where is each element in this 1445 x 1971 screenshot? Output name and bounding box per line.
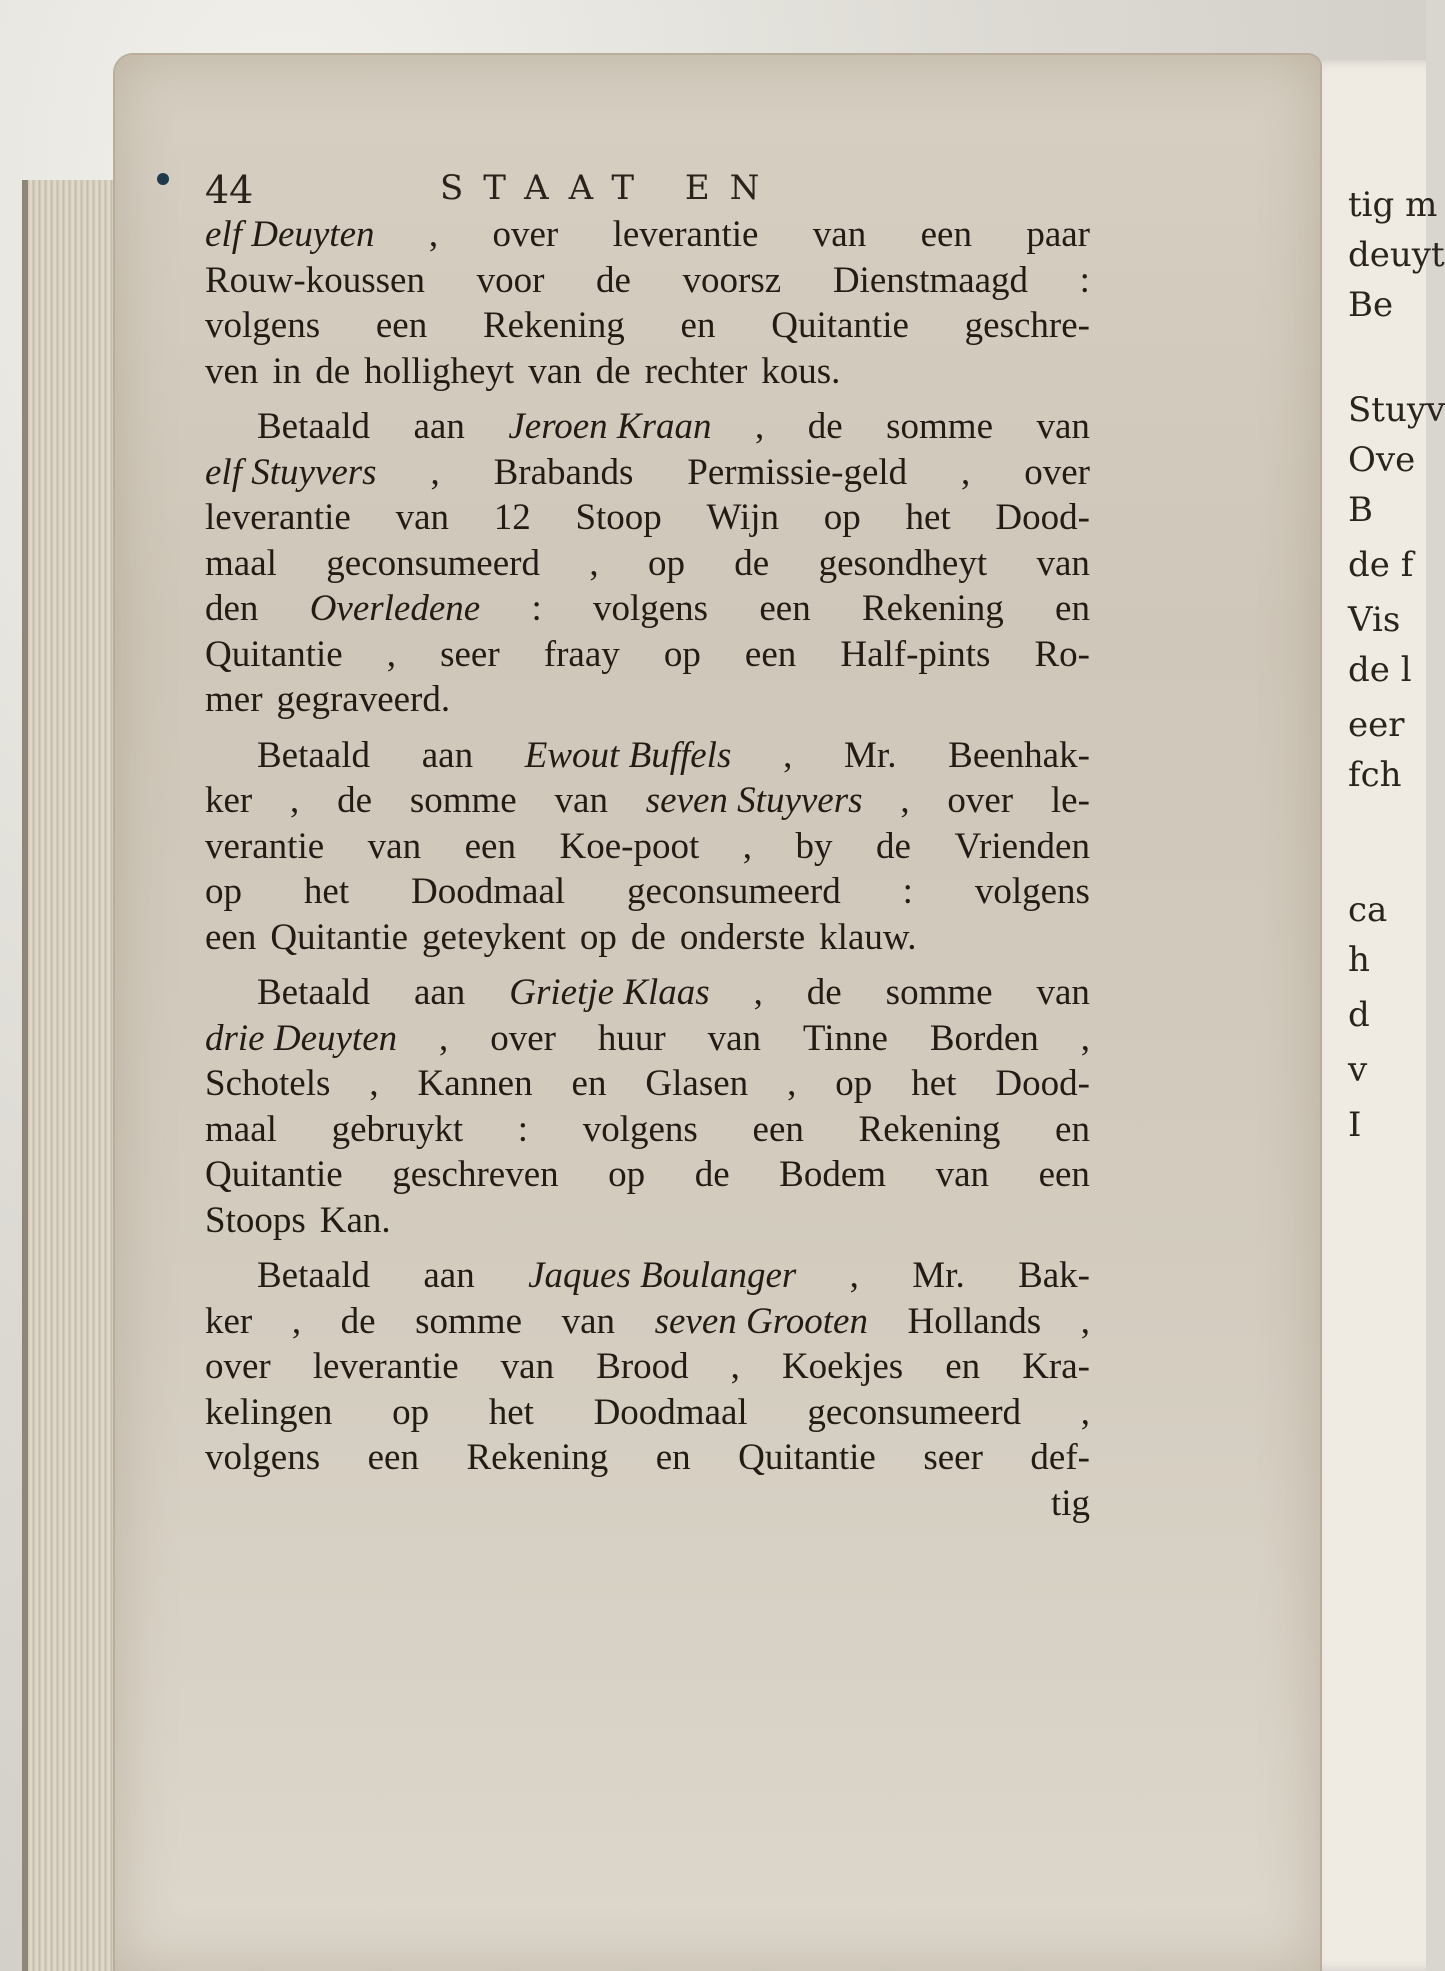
word: in	[272, 350, 302, 392]
italic-name: Grietje Klaas	[509, 972, 710, 1013]
word: gesondheyt	[818, 542, 988, 584]
text-line	[205, 1107, 1090, 1153]
text-line	[205, 824, 1090, 870]
word: volgens	[592, 588, 709, 629]
word: de	[806, 972, 842, 1013]
word: Betaald	[257, 972, 371, 1013]
facing-fragment: d	[1348, 995, 1370, 1035]
word: Borden	[929, 1017, 1039, 1059]
word: huur	[597, 1017, 666, 1059]
word: kous.	[761, 350, 841, 392]
page-text	[205, 212, 1090, 1526]
text-line	[205, 1253, 1090, 1299]
facing-fragment: de f	[1348, 545, 1414, 585]
word: de	[876, 825, 911, 867]
word: ,	[783, 734, 793, 776]
word: ,	[753, 972, 763, 1013]
word: op	[835, 1063, 873, 1104]
word: ,	[428, 214, 439, 255]
word: de	[694, 1154, 730, 1195]
word: fraay	[543, 633, 620, 675]
word: van	[812, 214, 867, 255]
word: van	[528, 350, 582, 392]
word: aan	[421, 734, 474, 776]
word: ,	[290, 780, 300, 821]
word: de	[630, 916, 666, 958]
word: geschre-	[964, 305, 1090, 346]
text-line	[205, 258, 1090, 304]
word: Quitantie	[205, 1154, 343, 1195]
text-line	[205, 1299, 1090, 1345]
word: over	[490, 1017, 556, 1059]
word: seer	[923, 1437, 983, 1478]
word: het	[911, 1063, 957, 1104]
word: Betaald	[257, 406, 371, 447]
word: geschreven	[392, 1154, 559, 1195]
paragraph-gap	[205, 960, 1090, 970]
word: en	[571, 1063, 607, 1104]
catchword: tig	[1050, 1482, 1090, 1524]
word: ,	[291, 1300, 302, 1342]
word: Betaald	[257, 734, 371, 776]
word: op	[205, 871, 242, 912]
word: de	[734, 542, 770, 584]
word: een	[752, 1108, 804, 1150]
word: van	[935, 1154, 990, 1195]
word: op	[608, 1154, 646, 1195]
word: def-	[1030, 1437, 1090, 1478]
text-line	[205, 1344, 1090, 1390]
facing-fragment: Be	[1348, 285, 1394, 325]
word: Hollands	[907, 1300, 1042, 1342]
word: ,	[787, 1063, 797, 1104]
word: ,	[961, 451, 971, 493]
text-line	[205, 541, 1090, 587]
word: en	[945, 1346, 981, 1387]
word: Stoops	[205, 1199, 306, 1241]
word: Permissie-geld	[687, 451, 908, 493]
word: van	[707, 1017, 762, 1059]
word: ,	[900, 780, 910, 821]
word: ,	[730, 1346, 740, 1387]
word: Rekening	[858, 1108, 1001, 1150]
word: seer	[440, 633, 500, 675]
word: Stoop	[575, 497, 662, 538]
text-line	[205, 212, 1090, 258]
word: Rekening	[466, 1437, 609, 1478]
word: :	[517, 1108, 529, 1150]
word: voor	[476, 259, 545, 301]
text-line	[205, 495, 1090, 541]
word: somme	[885, 972, 993, 1013]
word: ker	[205, 780, 253, 821]
word: Dood-	[995, 497, 1090, 538]
word: een	[367, 1437, 419, 1478]
word: op	[647, 542, 685, 584]
text-line	[205, 1061, 1090, 1107]
word: Doodmaal	[411, 871, 566, 912]
facing-fragment: v	[1348, 1050, 1368, 1090]
text-line	[205, 1198, 1090, 1244]
word: Quitantie	[270, 916, 409, 958]
word: somme	[886, 406, 993, 447]
italic-name: Ewout Buffels	[524, 734, 732, 776]
word: somme	[415, 1300, 523, 1342]
word: de	[595, 350, 631, 392]
word: mer	[205, 679, 263, 720]
word: van	[1036, 406, 1090, 447]
word: ,	[849, 1255, 859, 1296]
word: geconsumeerd	[627, 871, 841, 912]
word: van	[554, 780, 608, 821]
word: leverantie	[612, 214, 759, 255]
word: volgens	[205, 305, 321, 346]
text-line	[205, 1390, 1090, 1436]
facing-fragment: eer	[1348, 705, 1405, 745]
italic-name: elf Stuyvers	[205, 451, 377, 493]
facing-fragment: Stuyv	[1348, 390, 1445, 430]
text-line	[205, 303, 1090, 349]
word: Dienstmaagd	[832, 259, 1029, 301]
facing-fragment: h	[1348, 940, 1370, 980]
facing-fragment: ca	[1348, 890, 1388, 930]
word: de	[315, 350, 351, 392]
word: ,	[1080, 1391, 1090, 1433]
word: en	[655, 1437, 691, 1478]
word: aan	[413, 406, 465, 447]
text-line	[205, 733, 1090, 779]
word: gegraveerd.	[276, 679, 451, 720]
facing-fragment: B	[1348, 490, 1373, 530]
word: :	[902, 871, 913, 912]
text-line	[205, 970, 1090, 1016]
word: en	[1055, 588, 1090, 629]
word: Koekjes	[781, 1346, 904, 1387]
italic-name: drie Deuyten	[205, 1017, 398, 1059]
italic-name: Jaques Boulanger	[528, 1255, 797, 1296]
word: Mr.	[912, 1255, 965, 1296]
text-line	[205, 677, 1090, 723]
word: Bodem	[779, 1154, 887, 1195]
word: de	[596, 259, 631, 301]
word: op	[579, 916, 617, 958]
word: op	[392, 1391, 430, 1433]
word: op	[823, 497, 861, 538]
word: Schotels	[205, 1063, 331, 1104]
text-line	[205, 1152, 1090, 1198]
word: de	[337, 780, 373, 821]
word: Brabands	[493, 451, 634, 493]
word: :	[1079, 259, 1090, 301]
word: Doodmaal	[593, 1391, 748, 1433]
word: een	[1038, 1154, 1090, 1195]
word: volgens	[205, 1437, 321, 1478]
paragraph-gap	[205, 394, 1090, 404]
word: Quitantie	[738, 1437, 876, 1478]
page-number: 44	[205, 168, 254, 212]
word: over	[947, 780, 1014, 821]
word: gebruykt	[331, 1108, 464, 1150]
word: over	[205, 1346, 271, 1387]
word: Tinne	[802, 1017, 888, 1059]
word: ,	[754, 406, 765, 447]
word: volgens	[582, 1108, 698, 1150]
word: Mr.	[844, 734, 897, 776]
text-line	[205, 778, 1090, 824]
word: Wijn	[706, 497, 780, 538]
text-line	[205, 450, 1090, 496]
word: van	[1036, 542, 1090, 584]
word: Glasen	[645, 1063, 749, 1104]
word: leverantie	[205, 497, 351, 538]
word: over	[1024, 451, 1090, 493]
word: de	[807, 406, 843, 447]
word: ,	[742, 825, 753, 867]
text-line	[205, 586, 1090, 632]
word: rechter	[644, 350, 748, 392]
word: van	[1036, 972, 1090, 1013]
word: de	[340, 1300, 376, 1342]
running-head: STAAT EN	[440, 168, 780, 208]
word: by	[795, 825, 833, 867]
word: het	[905, 497, 951, 538]
word: over	[492, 214, 559, 255]
word: Koe-poot	[559, 825, 700, 867]
text-line	[205, 1016, 1090, 1062]
word: Beenhak-	[948, 734, 1090, 776]
word: een	[205, 916, 257, 958]
facing-fragment: de l	[1348, 650, 1412, 690]
word: een	[744, 633, 797, 675]
word: le-	[1050, 780, 1090, 821]
word: Betaald	[257, 1255, 371, 1296]
word: van	[395, 497, 450, 538]
word: den	[205, 588, 259, 629]
word: van	[500, 1346, 555, 1387]
word: holligheyt	[364, 350, 515, 392]
italic-name: Overledene	[309, 588, 481, 629]
word: een	[920, 214, 972, 255]
word: verantie	[205, 825, 325, 867]
word: ,	[1080, 1017, 1090, 1059]
text-line	[205, 349, 1090, 395]
text-line	[205, 632, 1090, 678]
word: 12	[493, 497, 531, 538]
word: van	[561, 1300, 616, 1342]
word: ,	[589, 542, 599, 584]
facing-fragment: Ove	[1348, 440, 1416, 480]
word: op	[663, 633, 701, 675]
word: aan	[423, 1255, 475, 1296]
italic-name: seven Grooten	[654, 1300, 868, 1342]
word: ker	[205, 1300, 253, 1342]
italic-name: elf Deuyten	[205, 214, 375, 255]
italic-name: seven Stuyvers	[645, 780, 863, 821]
word: ,	[430, 451, 440, 493]
text-line	[205, 1435, 1090, 1481]
word: geconsumeerd	[326, 542, 540, 584]
word: Rekening	[861, 588, 1004, 629]
word: Vrienden	[954, 825, 1090, 867]
word: ,	[439, 1017, 449, 1059]
word: geconsumeerd	[807, 1391, 1022, 1433]
word: van	[367, 825, 422, 867]
word: Brood	[596, 1346, 689, 1387]
word: het	[488, 1391, 534, 1433]
word: Rouw-koussen	[205, 259, 425, 301]
word: Half-pints	[840, 633, 991, 675]
facing-fragment: tig m	[1348, 185, 1438, 225]
text-line	[205, 404, 1090, 450]
word: ven	[205, 350, 259, 392]
ink-dot	[157, 173, 169, 185]
word: het	[303, 871, 350, 912]
word: Kan.	[319, 1199, 391, 1241]
word: onderste	[679, 916, 806, 958]
word: Kannen	[417, 1063, 533, 1104]
text-line	[205, 915, 1090, 961]
word: voorsz	[682, 259, 782, 301]
word: paar	[1026, 214, 1090, 255]
word: klauw.	[819, 916, 917, 958]
word: en	[680, 305, 716, 346]
word: maal	[205, 1108, 277, 1150]
facing-fragment: deuyt	[1348, 235, 1445, 275]
word: een	[464, 825, 516, 867]
word: Quitantie	[205, 633, 343, 675]
word: ,	[369, 1063, 379, 1104]
word: een	[759, 588, 811, 629]
facing-fragment: I	[1348, 1105, 1362, 1145]
paragraph-gap	[205, 723, 1090, 733]
word: maal	[205, 542, 277, 584]
word: geteykent	[422, 916, 566, 958]
word: kelingen	[205, 1391, 333, 1433]
word: Kra-	[1022, 1346, 1090, 1387]
word: somme	[409, 780, 517, 821]
word: Bak-	[1018, 1255, 1090, 1296]
word: :	[531, 588, 542, 629]
text-line	[205, 869, 1090, 915]
word: ,	[1080, 1300, 1090, 1342]
word: aan	[413, 972, 466, 1013]
facing-fragment: Vis	[1348, 600, 1401, 640]
italic-name: Jeroen Kraan	[508, 406, 712, 447]
word: Dood-	[995, 1063, 1090, 1104]
word: en	[1055, 1108, 1090, 1150]
word: Ro-	[1034, 633, 1090, 675]
word: Quitantie	[771, 305, 909, 346]
word: ,	[386, 633, 397, 675]
word: Rekening	[482, 305, 625, 346]
paragraph-gap	[205, 1243, 1090, 1253]
word: volgens	[974, 871, 1090, 912]
word: een	[375, 305, 428, 346]
facing-fragment: fch	[1348, 755, 1402, 795]
word: leverantie	[312, 1346, 459, 1387]
